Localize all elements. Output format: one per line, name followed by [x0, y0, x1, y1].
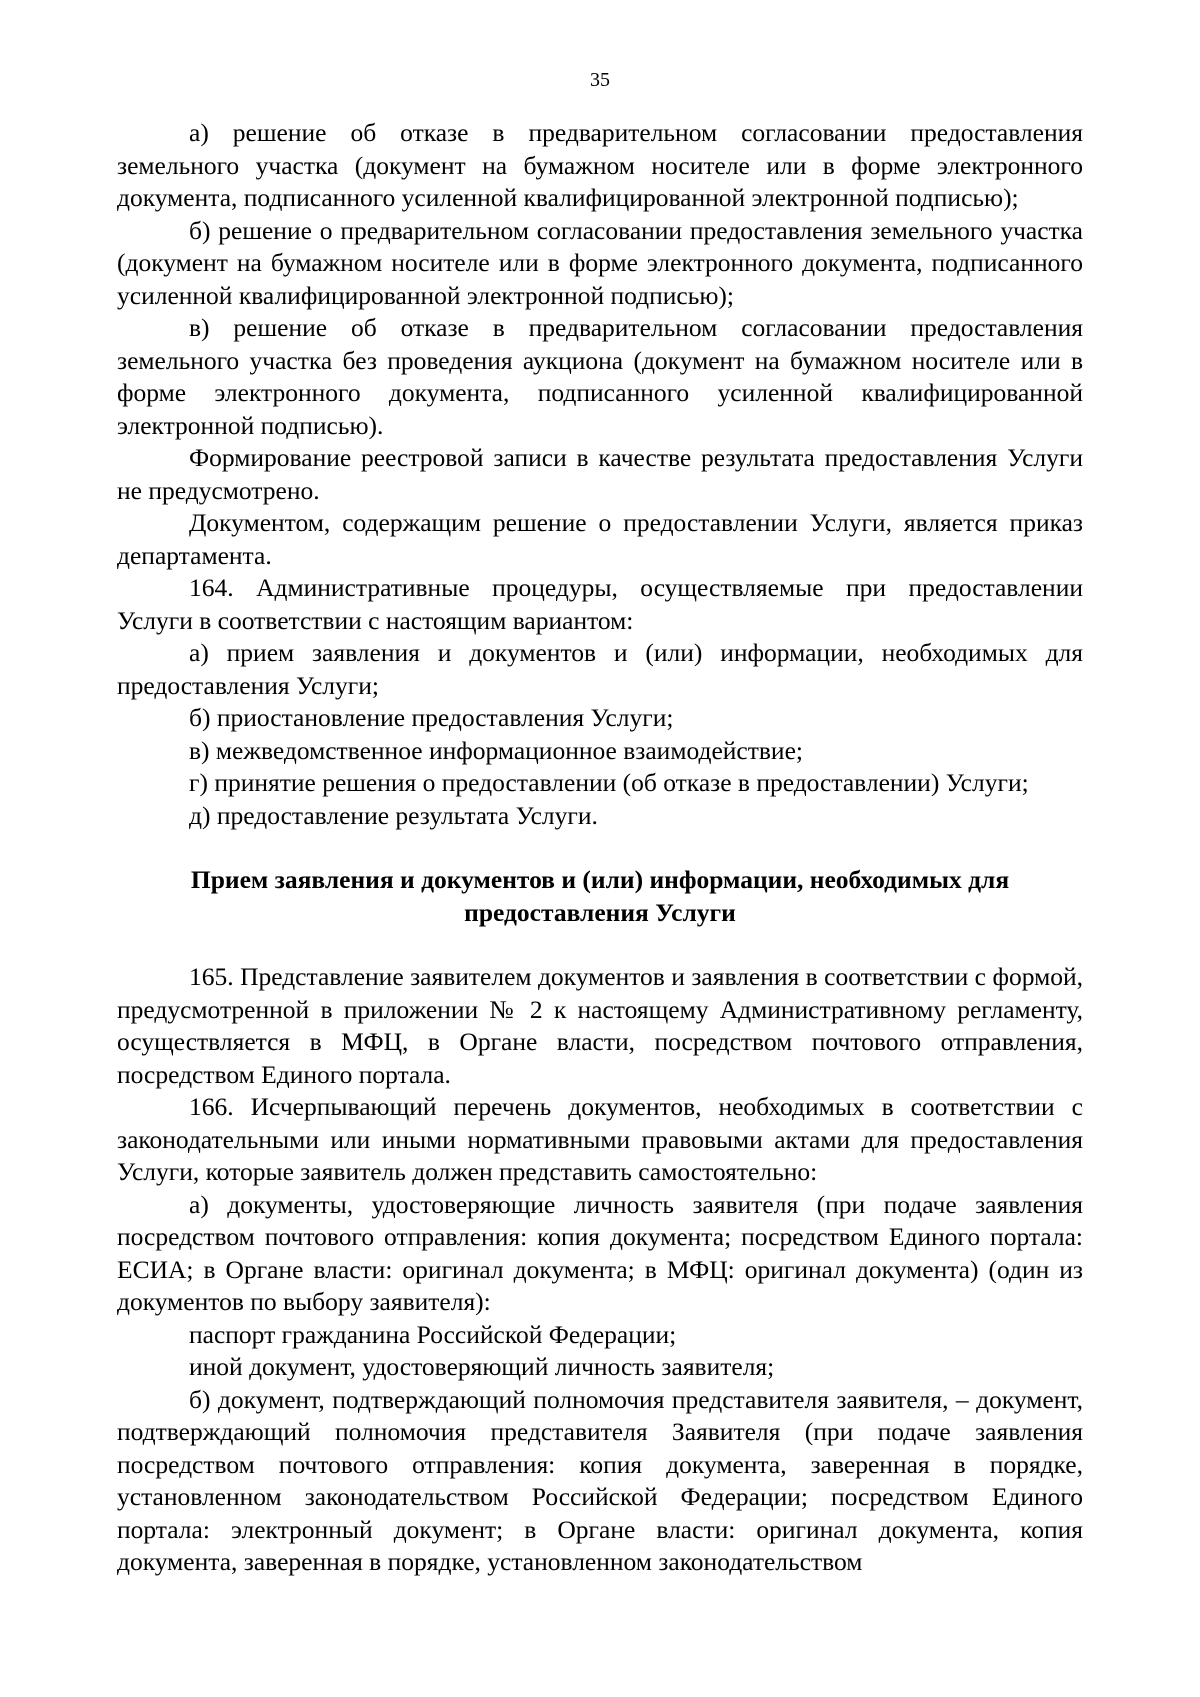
list-item-166b: б) документ, подтверждающий полномочия представителя заявителя, – документ, подтверждающий полномочия представителя Заявителя (при подаче заявления посредством почтового отправления: копия документа, заверенная в порядке, установленном законодательством Российской Федерации; посредством Единого портала: электронный документ; в Органе власти: оригинал документа, копия документа, заверенная в порядке, установленном законодательством	[117, 1384, 1083, 1576]
paragraph-registry: Формирование реестровой записи в качестве результата предоставления Услуги не предусмотрено.	[117, 443, 1083, 505]
document-body	[117, 117, 1083, 1579]
paragraph-decision-document: Документом, содержащим решение о предоставлении Услуги, является приказ департамента.	[117, 508, 1083, 570]
list-item-164b: б) приостановление предоставления Услуги;	[189, 703, 674, 732]
paragraph-1b: б) решение о предварительном согласовании предоставления земельного участка (документ на бумажном носителе или в форме электронного документа, подписанного усиленной квалифицированной электронной подписью);	[117, 215, 1083, 310]
list-item-passport: паспорт гражданина Российской Федерации;	[189, 1319, 677, 1349]
list-item-166a: а) документы, удостоверяющие личность заявителя (при подаче заявления посредством почтового отправления: копия документа; посредством Единого портала: ЕСИА; в Органе власти: оригинал документа; в МФЦ: оригинал документа) (один из документов по выбору заявителя):	[117, 1189, 1083, 1316]
paragraph-1a: а) решение об отказе в предварительном согласовании предоставления земельного участка (документ на бумажном носителе или в форме электронного документа, подписанного усиленной квалифицированной электронной подписью);	[117, 118, 1083, 212]
section-heading-line-2: предоставления Услуги	[464, 897, 736, 927]
paragraph-165: 165. Представление заявителем документов и заявления в соответствии с формой, предусмотренной в приложении № 2 к настоящему Административному регламенту, осуществляется в МФЦ, в Органе власти, посредством почтового отправления, посредством Единого портала.	[117, 962, 1083, 1089]
list-item-164d: д) предоставление результата Услуги.	[189, 800, 598, 830]
list-item-164a: а) прием заявления и документов и (или) информации, необходимых для предоставления Услуги;	[117, 638, 1083, 700]
section-heading	[117, 864, 1083, 929]
page-number: 35	[590, 69, 610, 91]
list-item-164v: в) межведомственное информационное взаимодействие;	[189, 735, 803, 765]
list-item-164g: г) принятие решения о предоставлении (об отказе в предоставлении) Услуги;	[189, 768, 1029, 797]
paragraph-166: 166. Исчерпывающий перечень документов, необходимых в соответствии с законодательными или иными нормативными правовыми актами для предоставления Услуги, которые заявитель должен представить самостоятельно:	[117, 1092, 1083, 1186]
paragraph-1v: в) решение об отказе в предварительном согласовании предоставления земельного участка без проведения аукциона (документ на бумажном носителе или в форме электронного документа, подписанного усиленной квалифицированной электронной подписью).	[117, 313, 1083, 440]
section-heading-line-1: Прием заявления и документов и (или) информации, необходимых для	[190, 865, 1010, 894]
list-item-other-id: иной документ, удостоверяющий личность заявителя;	[189, 1352, 775, 1381]
paragraph-164: 164. Административные процедуры, осуществляемые при предоставлении Услуги в соответствии с настоящим вариантом:	[117, 573, 1083, 635]
